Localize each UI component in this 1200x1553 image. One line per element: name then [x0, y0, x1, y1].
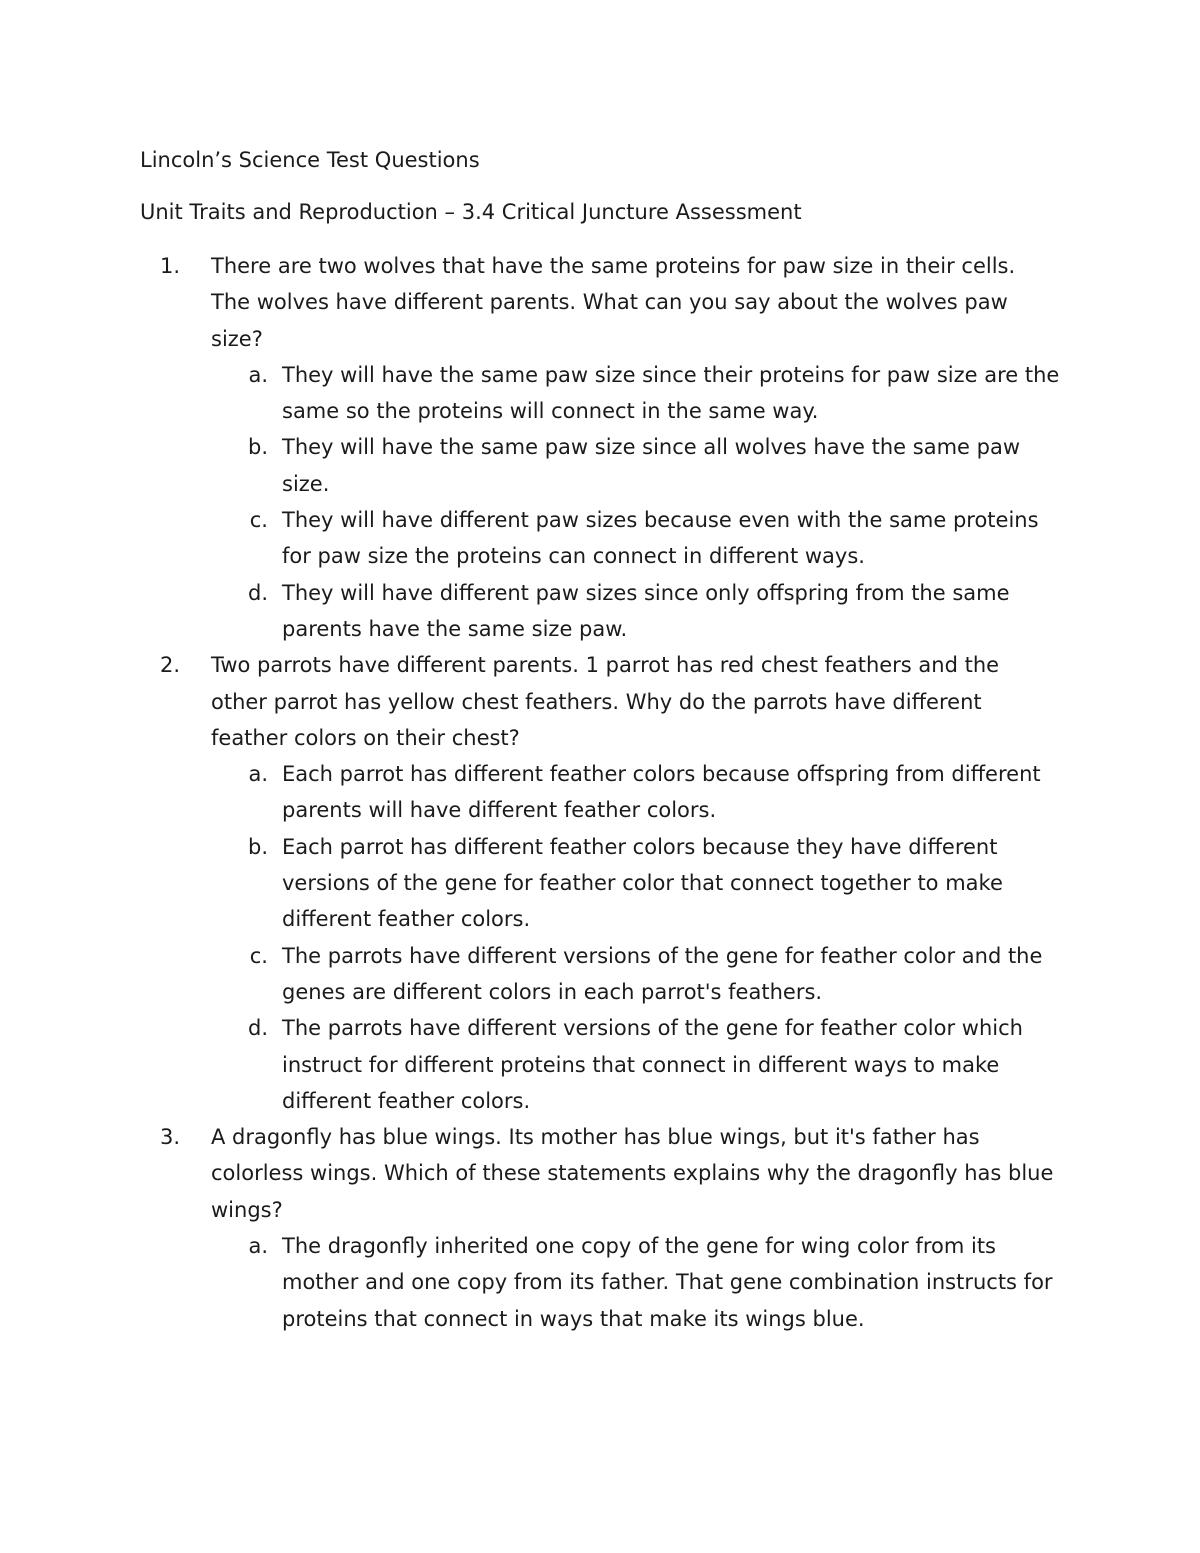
question-text: Two parrots have different parents. 1 parrot has red chest feathers and the other parrot has yellow chest feathers. Why do the parrots have different feather colors on their chest? — [211, 653, 1000, 750]
option-text: Each parrot has different feather colors because offspring from different parents will have different feather colors. — [282, 762, 1041, 823]
option-text: The parrots have different versions of the gene for feather color and the genes are different colors in each parrot's feathers. — [282, 943, 1043, 1004]
question-list — [0, 248, 1200, 1337]
option-text: They will have different paw sizes because even with the same proteins for paw size the proteins can connect in different ways. — [282, 508, 1039, 569]
option-letter: c. — [249, 508, 268, 533]
option-text: Each parrot has different feather colors because they have different versions of the gene for feather color that connect together to make different feather colors. — [282, 834, 1003, 932]
option-letter: a. — [248, 1234, 268, 1259]
answer-option — [0, 575, 1062, 648]
answer-option — [0, 502, 1062, 575]
option-text: They will have the same paw size since all wolves have the same paw size. — [282, 435, 1020, 496]
answer-option — [0, 829, 1062, 938]
question-item — [0, 248, 1060, 647]
option-letter: c. — [249, 943, 268, 968]
document-subtitle: Unit Traits and Reproduction – 3.4 Critical Juncture Assessment — [140, 200, 802, 224]
question-item — [0, 647, 1056, 1119]
option-text: The parrots have different versions of the gene for feather color which instruct for different proteins that connect in different ways to make different feather colors. — [282, 1016, 1023, 1113]
option-text: The dragonfly inherited one copy of the gene for wing color from its mother and one copy from its father. That gene combination instructs for proteins that connect in ways that make its wings blue. — [282, 1234, 1053, 1331]
answer-option — [0, 1228, 1062, 1337]
answer-option — [0, 429, 1062, 502]
option-letter: a. — [248, 762, 268, 787]
question-text: There are two wolves that have the same proteins for paw size in their cells. The wolves have different parents. What can you say about the wolves paw size? — [211, 254, 1016, 351]
answer-option — [0, 1010, 1062, 1119]
answer-option — [0, 938, 1062, 1011]
option-letter: a. — [248, 362, 268, 387]
option-text: They will have different paw sizes since only offspring from the same parents have the same size paw. — [282, 580, 1010, 641]
answer-options — [211, 357, 1060, 647]
option-letter: b. — [247, 834, 268, 859]
option-letter: d. — [247, 580, 268, 605]
document-title: Lincoln’s Science Test Questions — [140, 148, 480, 172]
question-number: 3. — [160, 1125, 181, 1150]
question-number: 2. — [160, 653, 181, 678]
option-text: They will have the same paw size since their proteins for paw size are the same so the proteins will connect in the same way. — [282, 362, 1060, 424]
option-letter: b. — [247, 435, 268, 460]
question-number: 1. — [160, 254, 181, 278]
question-item — [0, 1119, 1056, 1337]
answer-options — [211, 756, 1056, 1119]
option-letter: d. — [247, 1016, 268, 1041]
question-text: A dragonfly has blue wings. Its mother has blue wings, but it's father has colorless wings. Which of these statements explains why the dragonfly has blue wings? — [211, 1125, 1054, 1222]
answer-option — [0, 357, 1062, 430]
answer-options — [211, 1228, 1056, 1337]
answer-option — [0, 756, 1062, 829]
